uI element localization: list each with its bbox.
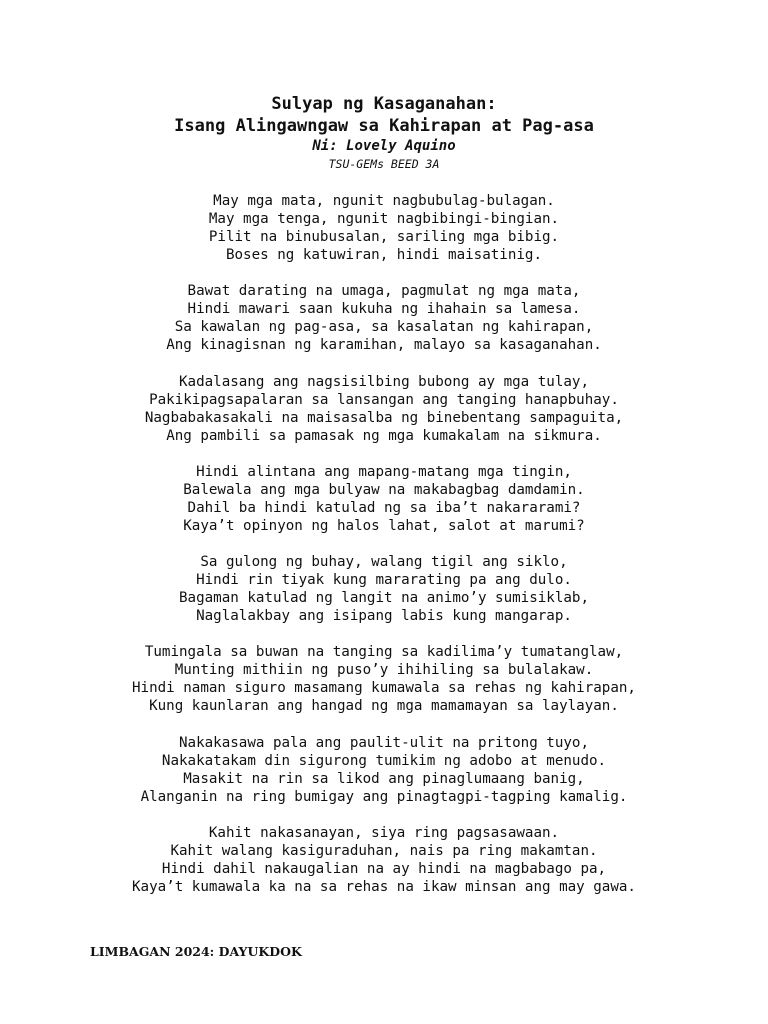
poem-line: Sa gulong ng buhay, walang tigil ang siklo,: [200, 554, 568, 571]
stanza: [0, 824, 768, 896]
poem-line: Hindi rin tiyak kung mararating pa ang dulo.: [196, 572, 572, 589]
poem-line: Kung kaunlaran ang hangad ng mga mamamayan sa laylayan.: [149, 698, 619, 715]
poem-title-line-1: Sulyap ng Kasaganahan:: [271, 94, 497, 114]
stanza: [0, 734, 768, 806]
poem-line: Kaya’t opinyon ng halos lahat, salot at marumi?: [183, 517, 585, 534]
poem-line: Tumingala sa buwan na tanging sa kadilima’y tumatanglaw,: [144, 644, 624, 661]
poem-header: [0, 93, 768, 172]
poem-line: Ang pambili sa pamasak ng mga kumakalam na sikmura.: [166, 427, 602, 444]
poem-line: Sa kawalan ng pag-asa, sa kasalatan ng kahirapan,: [174, 319, 594, 336]
poem-line: Balewala ang mga bulyaw na makabagbag damdamin.: [183, 481, 585, 498]
poem-line: Masakit na rin sa likod ang pinaglumaang banig,: [183, 770, 585, 787]
poem-line: Kahit walang kasiguraduhan, nais pa ring makamtan.: [170, 843, 598, 860]
poem-author: Ni: Lovely Aquino: [312, 138, 456, 154]
poem-line: Nakakatakam din sigurong tumikim ng adobo at menudo.: [161, 752, 607, 769]
poem-line: Kahit nakasanayan, siya ring pagsasawaan.: [208, 825, 560, 842]
poem-line: Kadalasang ang nagsisilbing bubong ay mga tulay,: [179, 373, 589, 390]
poem-line: Naglalakbay ang isipang labis kung mangarap.: [196, 608, 572, 625]
stanza: [0, 553, 768, 625]
stanza: [0, 643, 768, 715]
poem-line: Kaya’t kumawala ka na sa rehas na ikaw minsan ang may gawa.: [132, 879, 636, 896]
poem-title-line-2: Isang Alingawngaw sa Kahirapan at Pag-asa: [174, 116, 594, 136]
poem-line: Bawat darating na umaga, pagmulat ng mga mata,: [187, 283, 581, 300]
stanza: [0, 282, 768, 354]
poem-line: Nakakasawa pala ang paulit-ulit na pritong tuyo,: [179, 734, 589, 751]
poem-line: Nagbabakasakali na maisasalba ng binebentang sampaguita,: [144, 409, 624, 426]
poem-line: Pakikipagsapalaran sa lansangan ang tanging hanapbuhay.: [149, 391, 619, 408]
stanza: [0, 192, 768, 264]
poem-line: Ang kinagisnan ng karamihan, malayo sa kasaganahan.: [166, 337, 602, 354]
poem-line: May mga tenga, ngunit nagbibingi-bingian.: [208, 211, 560, 227]
poem-line: Hindi alintana ang mapang-matang mga tingin,: [196, 463, 572, 480]
poem-line: May mga mata, ngunit nagbubulag-bulagan.: [213, 193, 555, 209]
poem-line: Alanganin na ring bumigay ang pinagtagpi-tagping kamalig.: [140, 788, 628, 805]
poem-line: Boses ng katuwiran, hindi maisatinig.: [225, 247, 543, 263]
poem-line: Hindi mawari saan kukuha ng ihahain sa lamesa.: [187, 301, 581, 318]
poem-line: Pilit na binubusalan, sariling mga bibig.: [208, 229, 560, 245]
stanza: [0, 463, 768, 535]
poem-line: Dahil ba hindi katulad ng sa iba’t nakararami?: [187, 499, 581, 516]
poem-line: Bagaman katulad ng langit na animo’y sumisiklab,: [179, 590, 589, 607]
poem-affiliation: TSU-GEMs BEED 3A: [328, 157, 440, 171]
stanza: [0, 373, 768, 445]
publication-footer: LIMBAGAN 2024: DAYUKDOK: [90, 944, 302, 959]
poem-body: [0, 192, 768, 914]
poem-line: Hindi dahil nakaugalian na ay hindi na magbabago pa,: [161, 861, 607, 878]
poem-line: Hindi naman siguro masamang kumawala sa rehas ng kahirapan,: [132, 680, 636, 697]
poem-line: Munting mithiin ng puso’y ihihiling sa bulalakaw.: [174, 662, 594, 679]
